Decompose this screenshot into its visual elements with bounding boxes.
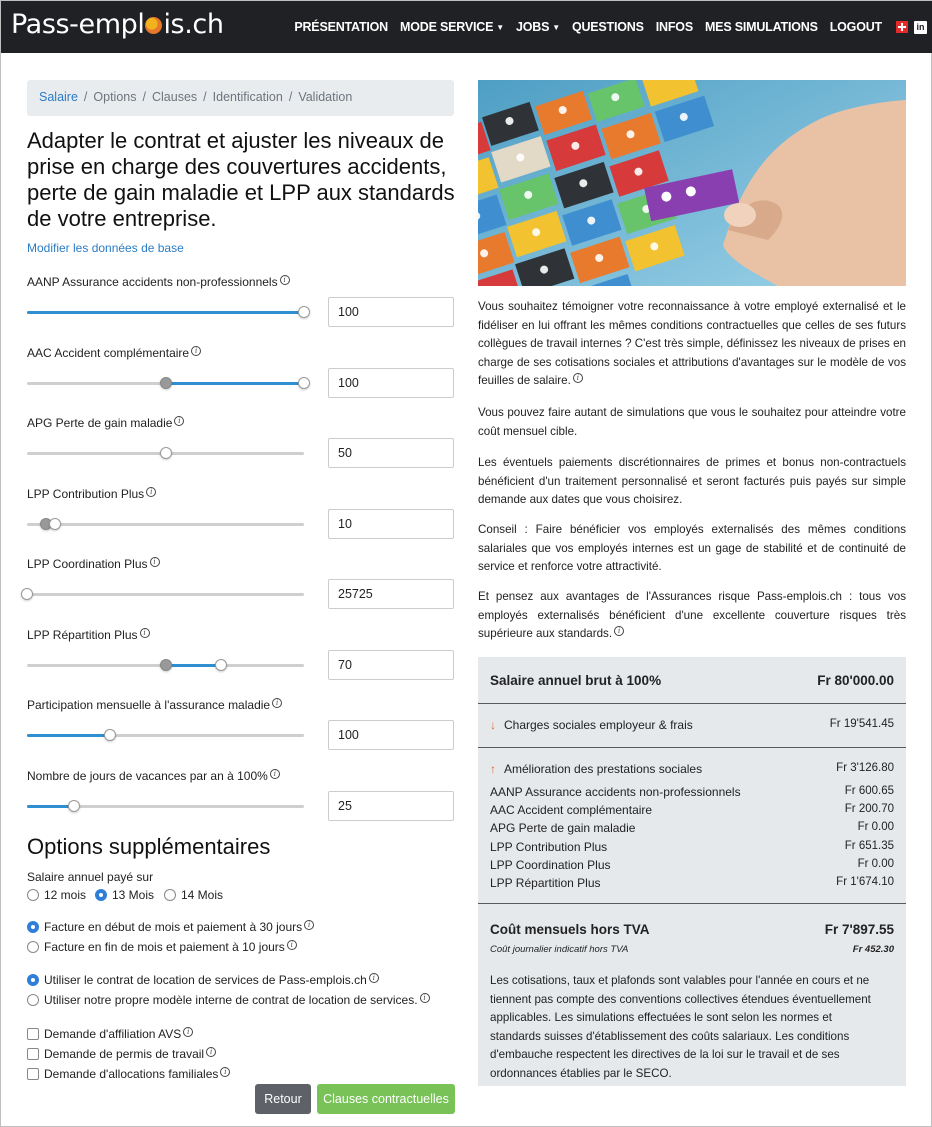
- info-icon[interactable]: i: [150, 557, 160, 567]
- radio-button[interactable]: [27, 941, 39, 953]
- checkbox[interactable]: [27, 1068, 39, 1080]
- slider-label: Participation mensuelle à l'assurance maladie i: [27, 698, 282, 712]
- radio-button[interactable]: [27, 921, 39, 933]
- slider-handle[interactable]: [160, 447, 172, 459]
- nav-item-jobs[interactable]: JOBS ▼: [515, 20, 560, 34]
- nav-item-infos[interactable]: INFOS: [655, 20, 693, 34]
- slider-handle[interactable]: [298, 377, 310, 389]
- info-icon[interactable]: i: [270, 769, 280, 779]
- slider-handle[interactable]: [68, 800, 80, 812]
- breadcrumb-step[interactable]: Identification: [212, 90, 283, 104]
- slider-handle[interactable]: [104, 729, 116, 741]
- slider-label: LPP Coordination Plus i: [27, 557, 160, 571]
- breadcrumb-step[interactable]: Options: [93, 90, 137, 104]
- nav-item-questions[interactable]: QUESTIONS: [571, 20, 644, 34]
- cost-line: LPP Répartition Plus Fr 1'674.10: [490, 876, 894, 890]
- info-icon[interactable]: i: [287, 940, 297, 950]
- salary-months-label: Salaire annuel payé sur: [27, 870, 154, 884]
- info-icon[interactable]: i: [272, 698, 282, 708]
- main-menu: [282, 1, 927, 53]
- gross-salary-value: Fr 80'000.00: [817, 673, 894, 688]
- checkbox[interactable]: [27, 1048, 39, 1060]
- slider-label: APG Perte de gain maladie i: [27, 416, 184, 430]
- arrow-up-icon: ↑: [490, 762, 496, 776]
- page-title: Adapter le contrat et ajuster les niveaux de prise en charge des couvertures accidents, perte de gain maladie et LPP aux standards de votre entreprise.: [27, 128, 455, 231]
- breadcrumb-separator: /: [203, 90, 207, 104]
- improvement-row: ↑ Amélioration des prestations sociales Fr 3'126.80: [490, 762, 894, 776]
- site-logo[interactable]: Pass-empl is.ch: [11, 9, 224, 40]
- gross-salary-row: Salaire annuel brut à 100% Fr 80'000.00: [490, 673, 894, 688]
- slider-value-input[interactable]: 25725: [328, 579, 454, 609]
- request-checkbox-item[interactable]: Demande d'affiliation AVS i: [27, 1027, 193, 1041]
- salary-months-option[interactable]: 13 Mois: [95, 888, 154, 902]
- request-checkbox-item[interactable]: Demande d'allocations familiales i: [27, 1067, 230, 1081]
- slider-fill: [166, 664, 221, 667]
- monthly-cost-value: Fr 7'897.55: [824, 922, 894, 937]
- charges-value: Fr 19'541.45: [829, 718, 894, 730]
- slider-value-input[interactable]: 50: [328, 438, 454, 468]
- contract-option[interactable]: Utiliser notre propre modèle interne de contrat de location de services. i: [27, 993, 430, 1007]
- daily-cost-row: Coût journalier indicatif hors TVA Fr 452.30: [490, 944, 894, 955]
- breadcrumb-separator: /: [288, 90, 293, 104]
- slider-fill: [27, 311, 304, 314]
- info-icon[interactable]: i: [206, 1047, 216, 1057]
- radio-button[interactable]: [27, 974, 39, 986]
- slider-label: LPP Contribution Plus i: [27, 487, 156, 501]
- caret-down-icon: ▼: [552, 23, 560, 32]
- billing-option[interactable]: Facture en début de mois et paiement à 30 jours i: [27, 920, 314, 934]
- info-icon[interactable]: i: [614, 626, 624, 636]
- slider-track[interactable]: [27, 664, 304, 667]
- intro-paragraph: Vous pouvez faire autant de simulations que vous le souhaitez pour atteindre votre coût mensuel cible.: [478, 406, 906, 438]
- intro-paragraph: Et pensez aux avantages de l'Assurances risque Pass-emplois.ch : tous vos employés externalisés bénéficient d'une excellente couverture risques très supérieure aux standards. i: [478, 590, 906, 640]
- radio-button[interactable]: [164, 889, 176, 901]
- slider-handle[interactable]: [298, 306, 310, 318]
- info-icon[interactable]: i: [146, 487, 156, 497]
- daily-cost-value: Fr 452.30: [852, 944, 894, 955]
- salary-months-option[interactable]: 12 mois: [27, 888, 86, 902]
- breadcrumb-separator: /: [142, 90, 146, 104]
- slider-track[interactable]: [27, 805, 304, 808]
- slider-value-input[interactable]: 100: [328, 368, 454, 398]
- slider-fill: [166, 382, 305, 385]
- top-navbar: [1, 1, 932, 53]
- improvement-value: Fr 3'126.80: [836, 762, 894, 774]
- slider-label: Nombre de jours de vacances par an à 100% i: [27, 769, 280, 783]
- breadcrumb: [27, 80, 454, 116]
- nav-item-mes-simulations[interactable]: MES SIMULATIONS: [704, 20, 818, 34]
- slider-track[interactable]: [27, 382, 304, 385]
- logo-orange-icon: [145, 17, 162, 34]
- contract-option[interactable]: Utiliser le contrat de location de services de Pass-emplois.ch i: [27, 973, 379, 987]
- slider-lower-handle[interactable]: [160, 659, 172, 671]
- breadcrumb-step[interactable]: Validation: [298, 90, 353, 104]
- slider-track[interactable]: [27, 523, 304, 526]
- info-icon[interactable]: i: [220, 1067, 230, 1077]
- billing-option[interactable]: Facture en fin de mois et paiement à 10 jours i: [27, 940, 297, 954]
- cost-line: APG Perte de gain maladie Fr 0.00: [490, 821, 894, 836]
- slider-handle[interactable]: [215, 659, 227, 671]
- contract-clauses-button[interactable]: Clauses contractuelles: [317, 1084, 455, 1114]
- cost-line: LPP Coordination Plus Fr 0.00: [490, 857, 894, 872]
- cost-summary-panel: [478, 657, 906, 1086]
- slider-value-input[interactable]: 25: [328, 791, 454, 821]
- swiss-flag-icon[interactable]: [896, 21, 908, 33]
- info-icon[interactable]: i: [191, 346, 201, 356]
- puzzle-people-image: [478, 80, 906, 286]
- legal-note: Les cotisations, taux et plafonds sont valables pour l'année en cours et ne tiennent pas compte des conventions collectives étendues éventuellement applicables. Les simulations effectuées le sont selon les normes et standards suisses d'établissement des coûts salariaux. Les conditions d'embauche respectent les directives de la loi sur le travail et de ses ordonnances établies par le SECO.: [490, 974, 871, 1080]
- salary-months-option[interactable]: 14 Mois: [164, 888, 223, 902]
- charges-row: ↓ Charges sociales employeur & frais Fr 19'541.45: [490, 718, 894, 732]
- breadcrumb-step[interactable]: Clauses: [151, 90, 198, 104]
- info-icon[interactable]: i: [140, 628, 150, 638]
- slider-label: LPP Répartition Plus i: [27, 628, 150, 642]
- slider-label: AAC Accident complémentaire i: [27, 346, 201, 360]
- slider-track[interactable]: [27, 452, 304, 455]
- breadcrumb-separator: /: [83, 90, 88, 104]
- slider-track[interactable]: [27, 593, 304, 596]
- slider-lower-handle[interactable]: [160, 377, 172, 389]
- slider-track[interactable]: [27, 734, 304, 737]
- info-icon[interactable]: i: [280, 275, 290, 285]
- nav-item-mode-service[interactable]: MODE SERVICE ▼: [400, 20, 504, 34]
- info-icon[interactable]: i: [420, 993, 430, 1003]
- nav-item-logout[interactable]: LOGOUT: [829, 20, 882, 34]
- options-heading: Options supplémentaires: [27, 834, 271, 859]
- slider-value-input[interactable]: 100: [328, 297, 454, 327]
- modify-base-data-link[interactable]: Modifier les données de base: [27, 241, 184, 255]
- intro-paragraph: Vous souhaitez témoigner votre reconnaissance à votre employé externalisé et le fidéliser en lui offrant les mêmes conditions contractuelles que celles de ses futurs collègues de travail internes ? C'est très simple, définissez les niveaux de prises en charge de ses cotisations sociales et attributions d'avantages sur le modèle de vos feuilles de salaire. i: [478, 300, 906, 387]
- slider-fill: [27, 734, 110, 737]
- back-button[interactable]: Retour: [255, 1084, 311, 1114]
- breadcrumb-step[interactable]: Salaire: [39, 90, 78, 104]
- radio-button[interactable]: [27, 994, 39, 1006]
- slider-handle[interactable]: [49, 518, 61, 530]
- slider-handle[interactable]: [21, 588, 33, 600]
- monthly-cost-row: Coût mensuels hors TVA Fr 7'897.55: [490, 922, 894, 937]
- radio-button[interactable]: [27, 889, 39, 901]
- cost-line: AAC Accident complémentaire Fr 200.70: [490, 803, 894, 818]
- info-icon[interactable]: i: [174, 416, 184, 426]
- info-icon[interactable]: i: [183, 1027, 193, 1037]
- slider-track[interactable]: [27, 311, 304, 314]
- slider-fill: [27, 805, 74, 808]
- info-icon[interactable]: i: [304, 920, 314, 930]
- info-icon[interactable]: i: [573, 373, 583, 383]
- info-icon[interactable]: i: [369, 973, 379, 983]
- slider-label: AANP Assurance accidents non-professionnels i: [27, 275, 290, 289]
- request-checkbox-item[interactable]: Demande de permis de travail i: [27, 1047, 216, 1061]
- checkbox[interactable]: [27, 1028, 39, 1040]
- slider-value-input[interactable]: 100: [328, 720, 454, 750]
- cost-line: AANP Assurance accidents non-professionnels Fr 600.65: [490, 785, 894, 799]
- intro-paragraph: Conseil : Faire bénéficier vos employés externalisés des mêmes conditions salariales que vos employés internes est un gage de stabilité et de continuité de service et renforce votre attractivité.: [478, 523, 906, 573]
- arrow-down-icon: ↓: [490, 718, 496, 732]
- intro-paragraph: Les éventuels paiements discrétionnaires de primes et bonus non-contractuels bénéficient d'un traitement personnalisé et seront facturés puis payés sur simple demande aux dates que vous choisirez.: [478, 456, 906, 506]
- radio-button[interactable]: [95, 889, 107, 901]
- slider-value-input[interactable]: 70: [328, 650, 454, 680]
- linkedin-icon[interactable]: in: [914, 21, 927, 34]
- slider-value-input[interactable]: 10: [328, 509, 454, 539]
- caret-down-icon: ▼: [496, 23, 504, 32]
- nav-item-pr-sentation[interactable]: PRÉSENTATION: [294, 20, 389, 34]
- cost-line: LPP Contribution Plus Fr 651.35: [490, 839, 894, 854]
